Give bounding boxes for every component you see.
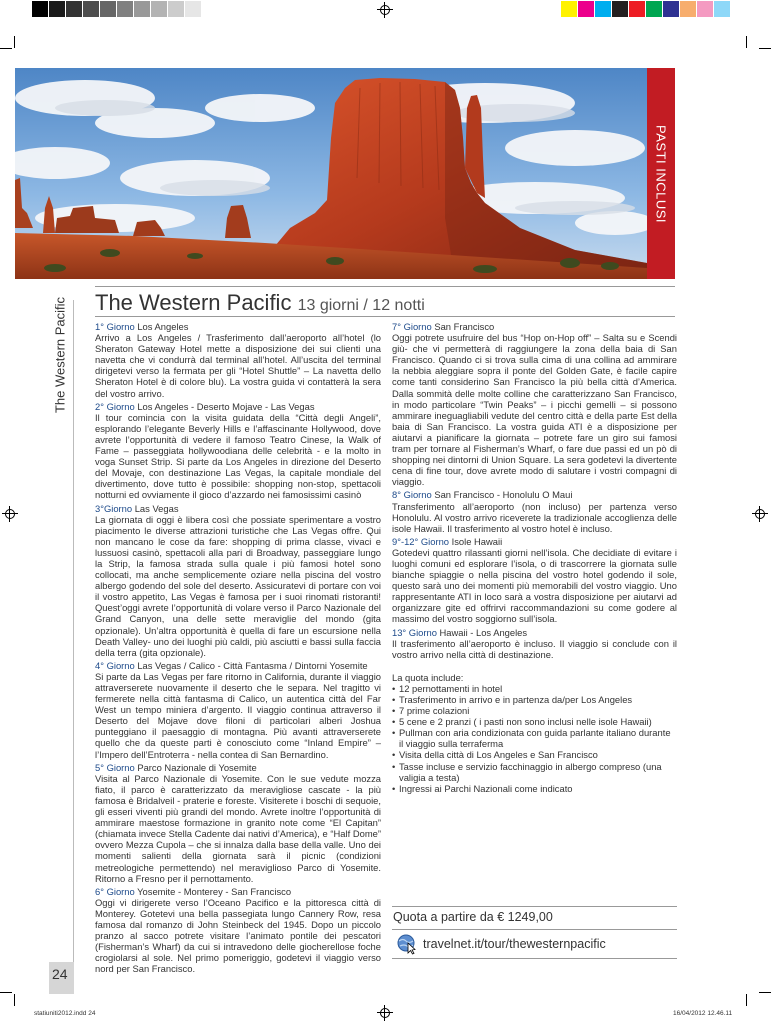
day-entry xyxy=(95,762,381,884)
day-number: 13° Giorno xyxy=(392,626,437,638)
registration-mark-left xyxy=(2,506,18,522)
color-swatch xyxy=(168,1,185,17)
day-description: Transferimento all’aeroporto (non incluso) per partenza verso Honolulu. Al vostro arrivo riceverete la tradizionale accoglienza delle isole Hawaii. Il trasferimento al vostro hotel è incluso. xyxy=(392,500,677,534)
color-swatch xyxy=(646,1,663,17)
page-title xyxy=(95,290,425,316)
margin-divider xyxy=(73,300,74,962)
day-heading xyxy=(95,321,381,332)
color-swatch xyxy=(83,1,100,17)
vertical-title-text: The Western Pacific xyxy=(52,296,68,414)
day-entry xyxy=(95,321,381,399)
itinerary-column-right xyxy=(392,320,677,794)
day-entry xyxy=(95,886,381,975)
day-heading xyxy=(95,401,381,412)
day-heading xyxy=(392,627,677,638)
day-number: 5° Giorno xyxy=(95,761,135,773)
inclusion-item: • 5 cene e 2 pranzi ( i pasti non sono inclusi nelle isole Hawaii) xyxy=(392,716,677,727)
date-slug: 16/04/2012 12.46.11 xyxy=(673,1010,733,1017)
color-swatch xyxy=(100,1,117,17)
day-heading xyxy=(95,762,381,773)
day-entry xyxy=(95,401,381,501)
day-number: 4° Giorno xyxy=(95,659,135,671)
inclusion-item: • 7 prime colazioni xyxy=(392,705,677,716)
crop-mark xyxy=(14,36,15,48)
color-swatch xyxy=(134,1,151,17)
day-route: Las Vegas / Calico - Città Fantasma / Dintorni Yosemite xyxy=(137,659,368,671)
day-heading xyxy=(392,321,677,332)
inclusion-item: • Tasse incluse e servizio facchinaggio in albergo compreso (una valigia a testa) xyxy=(392,761,677,783)
page-subtitle: 13 giorni / 12 notti xyxy=(297,297,425,314)
color-swatch xyxy=(595,1,612,17)
crop-mark xyxy=(746,994,747,1006)
inclusion-item: • Visita della città di Los Angeles e San Francisco xyxy=(392,749,677,760)
globe-cursor-icon xyxy=(396,933,418,955)
color-swatch xyxy=(629,1,646,17)
color-swatch xyxy=(714,1,731,17)
color-swatch xyxy=(151,1,168,17)
day-entry xyxy=(392,627,677,660)
page-title-text: The Western Pacific xyxy=(95,290,292,315)
day-heading xyxy=(392,536,677,547)
day-route: Los Angeles - Deserto Mojave - Las Vegas xyxy=(137,400,315,412)
day-description: Il tour comincia con la visita guidata della “Città degli Angeli”, esplorando l’elegante Beverly Hills e l’affascinante Hollywood, dove avrete l’opportunità di vedere il famoso Teatro Cinese, la Walk of Fame – passeggiata hollywoodiana delle celebrità - e la molto in voga Sunset Strip. Si parte da Los Angeles in direzione del Deserto del Movaje, con destinazione Las Vegas, la capitale mondiale del divertimento, dove tutto è possibile: shopping non-stop, spettacoli notturni ed ovviamente il gioco d’azzardo nei famosissimi casinò xyxy=(95,411,381,501)
day-heading xyxy=(95,660,381,671)
side-tab-label: PASTI INCLUSI xyxy=(653,124,669,223)
day-entry xyxy=(392,536,677,625)
inclusions-section xyxy=(392,672,677,794)
file-slug: statiuniti2012.indd 24 xyxy=(34,1010,96,1017)
title-rule-top xyxy=(95,286,675,287)
title-rule-bottom xyxy=(95,316,675,317)
day-route: San Francisco - Honolulu O Maui xyxy=(434,489,573,501)
day-number: 1° Giorno xyxy=(95,321,135,332)
color-swatch xyxy=(32,1,49,17)
inclusion-item: • 12 pernottamenti in hotel xyxy=(392,683,677,694)
day-description: Il trasferimento all’aeroporto è incluso. Il viaggio si conclude con il vostro arrivo nella città di destinazione. xyxy=(392,637,677,660)
day-entry xyxy=(95,660,381,760)
color-swatch xyxy=(680,1,697,17)
color-swatch xyxy=(578,1,595,17)
day-heading xyxy=(95,886,381,897)
registration-mark-top xyxy=(377,2,393,18)
crop-mark xyxy=(746,36,747,48)
registration-mark-right xyxy=(752,506,768,522)
color-bar-left xyxy=(32,1,219,17)
day-description: Arrivo a Los Angeles / Trasferimento dall’aeroporto all’hotel (lo Sheraton Gateway Hotel mette a disposizione dei sui clienti una navetta che vi condurrà dal terminal all’hotel. All’uscita del terminal dirigetevi verso la fermata per gli “Hotel Shuttle” – La navetta dello Sheraton Hotel è di colore blu). La vostra guida vi contatterà la sera del vostro arrivo. xyxy=(95,332,381,399)
price-rule-bottom xyxy=(392,958,677,959)
day-description: Si parte da Las Vegas per fare ritorno in California, durante il viaggio attraverserete nuovamente il deserto che le separa. Nel tragitto vi fermerete nella città fantasma di Calico, un autentica città del Far West un tempo miniera d’argento. Il viaggio continua attraverso il Deserto del Mojave dove filoni di particolari alberi Joshua punteggiano il paesaggio di montagna. Più avanti attraverserete quello che da queste parti è conosciuto come “Inland Empire” – l’Impero dell’Entroterra - nella contea di San Bernardino. xyxy=(95,670,381,760)
day-entry xyxy=(392,321,677,487)
day-route: Los Angeles xyxy=(137,321,189,332)
color-swatch xyxy=(66,1,83,17)
day-heading xyxy=(392,489,677,500)
day-route: San Francisco xyxy=(434,321,495,332)
day-number: 7° Giorno xyxy=(392,321,432,332)
itinerary-column-left xyxy=(95,320,381,976)
day-route: Las Vegas xyxy=(134,502,179,514)
day-description: Oggi potrete usufruire del bus “Hop on-Hop off” – Salta su e Scendi giù- che vi permetterà di raggiungere la zona della baia di San Francisco. Quando ci si trova sulla cima di una collina ad ammirare la nebbia aleggiare sopra il ponte del Golden Gate, è facile capire come tanti considerino San Francisco la più bella città d’America. Dalla sommità delle molte colline che caratterizzano San Francisco, in modo particolare “Twin Peaks” – i picchi gemelli – si possono ammirare ineguagliabili vedute del centro città e della parte Est della baia di San Francisco. La vostra guida ATI è a disposizione per aiutarvi a pianificare la giornata – potrete fare un giro sui famosi tram per tornare al Fisherman’s Wharf, o fare due passi ed un pò di shopping nei dintorni di Union Square. La sera godetevi la divertente cena di fine tour, dove avrete modo di salutare i vostri compagni di viaggio. xyxy=(392,332,677,488)
day-number: 2° Giorno xyxy=(95,400,135,412)
day-description: La giornata di oggi è libera così che possiate sperimentare a vostro piacimento le diverse attrazioni turistiche che Las Vegas offre. Qui non mancano le cose da fare: shopping di prima classe, vivaci e lussuosi casinò, spettacoli alla pari di Broadway, passeggiare lungo la Strip, la famosa strada sulla quale i più famosi hotel sono collocati, ma anche semplicemente oziare nella piscina del vostro albergo godendo del sole del deserto. Assicuratevi di portare con voi il vostro appetito, Las Vegas è famosa per i suoi rinomati ristoranti! Quest’oggi avrete l’opportunità di volare verso il Parco Nazionale del Grand Canyon, una delle sette meraviglie del mondo (gita opzionale). Un’altra opportunità è quella di fare un escursione nella Death Valley- uno dei luoghi più caldi, più asciutti e bassi sulla faccia della terra (gita opzionale). xyxy=(95,513,381,658)
side-tab-meals-included xyxy=(647,68,675,279)
day-route: Isole Hawaii xyxy=(451,535,503,547)
tour-link[interactable]: travelnet.it/tour/thewesternpacific xyxy=(423,937,606,951)
color-swatch xyxy=(663,1,680,17)
day-route: Parco Nazionale di Yosemite xyxy=(137,761,257,773)
color-swatch xyxy=(185,1,202,17)
day-description: Oggi vi dirigerete verso l’Oceano Pacifico e la pittoresca città di Monterey. Gotetevi una bella passegiata lungo Cannery Row, resa famosa dal romanzo di John Steinbeck del 1945. Dopo un piccolo pranzo al sacco potrete visitare l’animato pontile dei pescatori (Fisherman’s Wharf) da cui si intravedono delle giocherellose foche crogiolarsi al sole. Nel primo pomeriggio, godetevi il viaggio verso nord per San Francisco. xyxy=(95,896,381,975)
day-description: Gotedevi quattro rilassanti giorni nell’isola. Che decidiate di evitare i luoghi comuni ed esplorare l’isola, o di trascorrere la giornata sulle bianche spiaggie o nella piscina del vostro hotel godendo il sole, questo sarà uno dei momenti più memorabili del vostro viaggio. Uno rappresentante ATI in loco sarà a vostra disposizione per aiutarvi ad organizzare gite ed offrirvi raccommandazioni su come godere al massimo del vostro soggiorno sull’isola. xyxy=(392,546,677,625)
page-number: 24 xyxy=(52,966,68,982)
color-swatch xyxy=(49,1,66,17)
day-number: 8° Giorno xyxy=(392,489,432,501)
crop-mark xyxy=(0,48,12,49)
color-swatch xyxy=(117,1,134,17)
price-rule-middle xyxy=(392,929,677,930)
color-swatch xyxy=(697,1,714,17)
day-route: Hawaii - Los Angeles xyxy=(439,626,528,638)
day-heading xyxy=(95,503,381,514)
registration-mark-bottom xyxy=(377,1005,393,1021)
day-number: 9°-12° Giorno xyxy=(392,535,450,547)
day-number: 3°Giorno xyxy=(95,502,133,514)
hero-image xyxy=(15,68,647,279)
inclusions-heading: La quota include: xyxy=(392,671,464,683)
crop-mark xyxy=(0,992,12,993)
day-description: Visita al Parco Nazionale di Yosemite. Con le sue vedute mozza fiato, il parco è caratterizzato da meravigliose cascate - la più famosa è Bridalveil - praterie e foreste. Visiterete i boschi di sequoie, gli esseri viventi più grandi del mondo. Avrete inoltre l’opportunità di ammirare maestose formazione in granito note come “El Capitan” (chiamata invece Stella Cadente dai nativi d’America), e “Half Dome” ovvero Mezza Cupola – che si innalza dalla base della valle. Uno dei momenti salienti della giornata sarà il picnic (condizioni metreologiche permettendo) nel meraviglioso Parco di Yosemite. Ritorno a Fresno per il pernottamento. xyxy=(95,772,381,884)
inclusions-list xyxy=(392,683,677,794)
day-entry xyxy=(95,503,381,658)
inclusion-item: • Pullman con aria condizionata con guida parlante italiano durante il viaggio sulla terraferma xyxy=(392,727,677,749)
day-entry xyxy=(392,489,677,533)
inclusion-item: • Ingressi ai Parchi Nazionali come indicato xyxy=(392,783,677,794)
color-bar-right xyxy=(561,1,748,17)
color-swatch xyxy=(202,1,219,17)
price-text: Quota a partire da € 1249,00 xyxy=(393,910,553,924)
crop-mark xyxy=(759,992,771,993)
color-swatch xyxy=(612,1,629,17)
vertical-section-title xyxy=(49,296,71,414)
crop-mark xyxy=(759,48,771,49)
inclusion-item: • Trasferimento in arrivo e in partenza da/per Los Angeles xyxy=(392,694,677,705)
color-swatch xyxy=(731,1,748,17)
day-number: 6° Giorno xyxy=(95,885,135,897)
price-rule-top xyxy=(392,906,677,907)
color-swatch xyxy=(561,1,578,17)
day-route: Yosemite - Monterey - San Francisco xyxy=(137,885,292,897)
crop-mark xyxy=(14,994,15,1006)
